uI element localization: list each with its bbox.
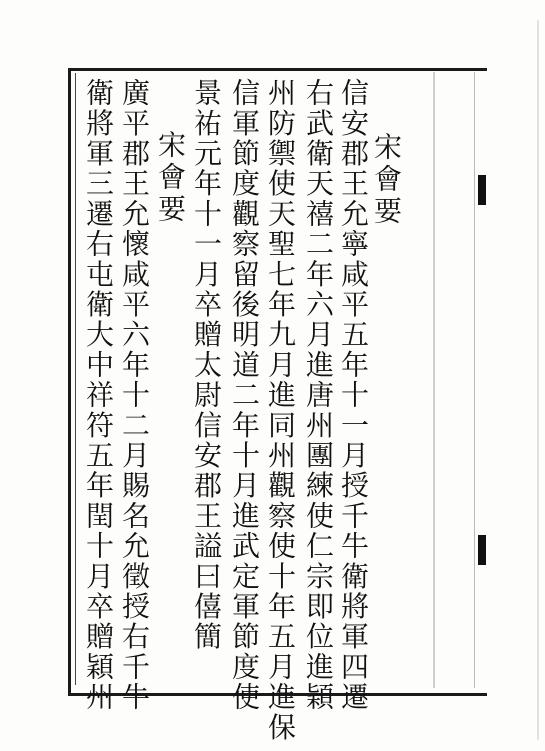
text-column-2: 右武衛天禧二年六月進唐州團練使仁宗即位進穎: [302, 78, 335, 713]
binding-edge: [537, 20, 539, 740]
text-column-6: 廣平郡王允懷咸平六年十二月賜名允徵授右千牛: [118, 78, 151, 713]
heading-1: 宋會要: [370, 132, 403, 228]
fish-tail-mark-top: [478, 175, 486, 205]
text-column-3: 州防禦使天聖七年九月進同州觀察使十年五月進保: [264, 78, 297, 743]
heading-2: 宋會要: [154, 130, 187, 226]
text-column-5: 景祐元年十一月卒贈太尉信安郡王謚曰僖簡: [190, 78, 223, 652]
centre-fold-line-2: [474, 72, 475, 688]
centre-fold-line: [433, 72, 435, 688]
inner-border-line: [75, 73, 76, 685]
fish-tail-mark-bottom: [478, 535, 486, 565]
text-column-7: 衛將軍三遷右屯衛大中祥符五年閏十月卒贈穎州: [82, 78, 115, 713]
text-column-1: 信安郡王允寧咸平五年十一月授千牛衛將軍四遷: [337, 78, 370, 713]
text-column-4: 信軍節度觀察留後明道二年十月進武定軍節度使: [228, 78, 261, 713]
